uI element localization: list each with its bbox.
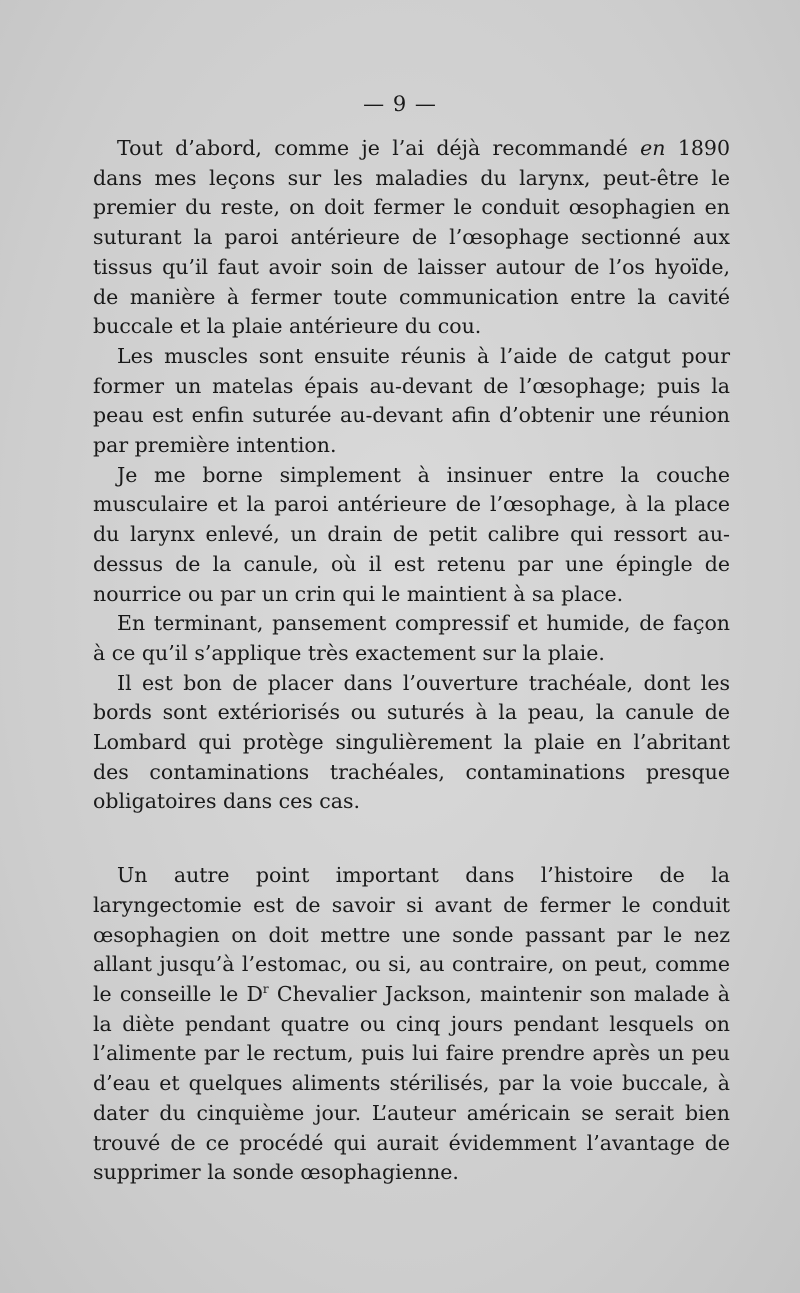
paragraph-6-text-start: Un autre point important dans l’histoire de la laryngectomie est de savoir si avant de fermer le conduit œsophagien on doit mettre une sonde passant par le nez allant jusqu’à l’estomac, ou si, au contraire, on peut, comme le conseille le D <box>93 863 730 1006</box>
page-number: — 9 — <box>363 92 437 116</box>
paragraph-2: Les muscles sont ensuite réunis à l’aide de catgut pour former un matelas épais au-devant de l’œsophage; puis la peau est enfin suturée au-devant afin d’obtenir une réunion par première intention. <box>93 343 730 458</box>
paragraph-1-text-end: 1890 dans mes leçons sur les maladies du larynx, peut-être le premier du reste, on doit fermer le conduit œsophagien en suturant la paroi antérieure de l’œsophage sectionné aux tissus qu’il faut avoir soin de laisser autour de l’os hyoïde, de manière à fermer toute communication entre la cavité buccale et la plaie antérieure du cou. <box>93 136 731 339</box>
paragraph-4: En terminant, pansement compressif et humide, de façon à ce qu’il s’applique très exactement sur la plaie. <box>93 611 730 665</box>
paragraph-6-text-end: Chevalier Jackson, maintenir son malade à la diète pendant quatre ou cinq jours pendant lesquels on l’alimente par le rectum, puis lui faire prendre après un peu d’eau et quelques aliments stérilisés, par la voie buccale, à dater du cinquième jour. L’auteur américain se serait bien trouvé de ce procédé qui aurait évidemment l’avantage de supprimer la sonde œsophagienne. <box>93 981 730 1185</box>
paragraph-6 <box>93 861 730 1188</box>
paragraph-1 <box>93 134 730 342</box>
paragraph-1-text-start: Tout d’abord, comme je l’ai déjà recommandé <box>117 136 641 160</box>
section-gap <box>93 817 730 861</box>
paragraph-3: Je me borne simplement à insinuer entre la couche musculaire et la paroi antérieure de l’œsophage, à la place du larynx enlevé, un drain de petit calibre qui ressort au-dessus de la canule, où il est retenu par une épingle de nourrice ou par un crin qui le maintient à sa place. <box>93 462 730 606</box>
emphasis-en: en <box>640 136 666 160</box>
body-text <box>93 134 730 1188</box>
paragraph-5: Il est bon de placer dans l’ouverture trachéale, dont les bords sont extériorisés ou suturés à la peau, la canule de Lombard qui protège singulièrement la plaie en l’abritant des contaminations trachéales, contaminations presque obligatoires dans ces cas. <box>93 670 730 814</box>
doctor-superscript: r <box>262 982 269 997</box>
